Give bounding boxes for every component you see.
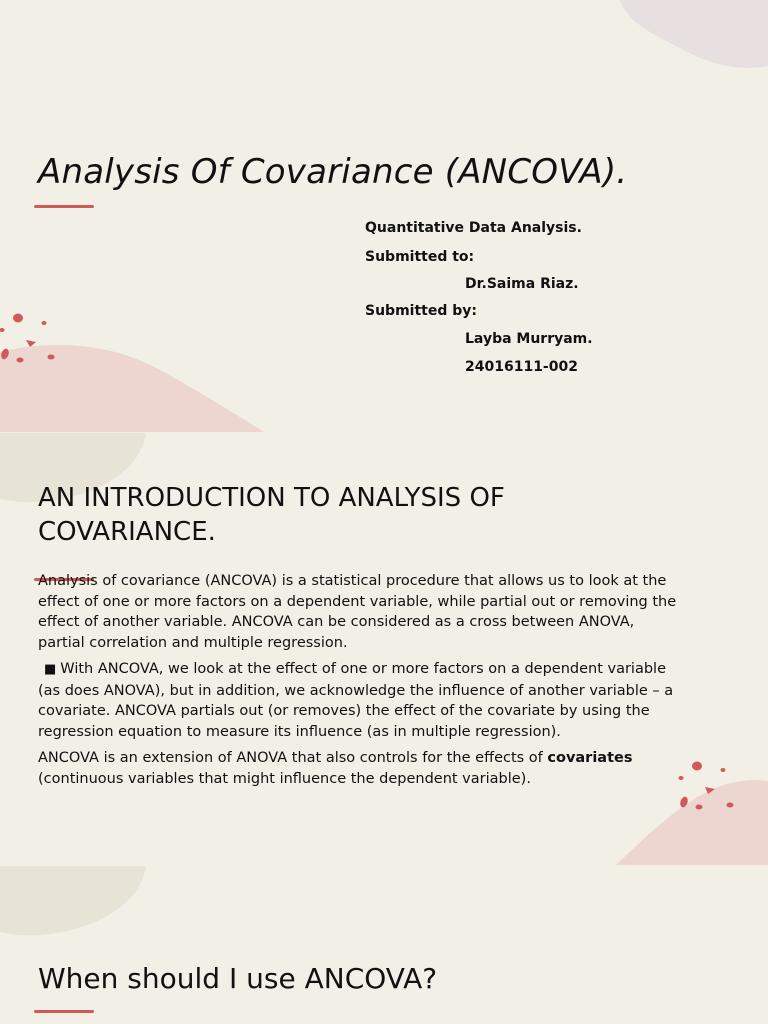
body-text (38, 571, 678, 795)
submitted-to-label: Submitted to: (365, 249, 475, 265)
title-accent-underline (34, 205, 94, 208)
section-heading: When should I use ANCOVA? (38, 962, 438, 995)
course-name: Quantitative Data Analysis. (365, 220, 582, 236)
heading-accent-underline (34, 1010, 94, 1013)
beige-blob-decoration (0, 866, 150, 938)
paragraph-extension (38, 748, 678, 789)
paragraph-bullet (38, 659, 678, 742)
section-heading: AN INTRODUCTION TO ANALYSIS OF COVARIANCE. (38, 483, 505, 547)
slide-introduction (0, 433, 768, 865)
square-bullet-icon: ■ (44, 662, 57, 677)
bullet-text: With ANCOVA, we look at the effect of one or more factors on a dependent variable (as does ANOVA), but in addition, we acknowledge the influence of another variable – a covariate. ANCOVA partials out (or removes) the effect of the covariate by using the regression equation to measure its influence (as in multiple regression). (38, 661, 674, 740)
paragraph-definition: Analysis of covariance (ANCOVA) is a statistical procedure that allows us to look at the effect of one or more factors on a dependent variable, while partial out or removing the effect of another variable. ANCOVA can be considered as a cross between ANOVA, partial correlation and multiple regression. (38, 573, 677, 651)
paragraph-extension-start: ANCOVA is an extension of ANOVA that also controls for the effects of (38, 750, 543, 766)
slide-title-heading: Analysis Of Covariance (ANCOVA). (38, 152, 628, 192)
slide-when-to-use (0, 866, 768, 1024)
student-id: 24016111-002 (465, 359, 578, 375)
student-name: Layba Murryam. (465, 331, 593, 347)
paragraph-extension-end: (continuous variables that might influence the dependent variable). (38, 770, 531, 787)
slide-title (0, 0, 768, 432)
instructor-name: Dr.Saima Riaz. (465, 276, 579, 292)
red-dots-decoration (676, 759, 738, 817)
red-dots-decoration (0, 308, 62, 368)
covariates-term: covariates (547, 750, 633, 766)
submitted-by-label: Submitted by: (365, 303, 477, 319)
lavender-blob-decoration (620, 0, 768, 70)
